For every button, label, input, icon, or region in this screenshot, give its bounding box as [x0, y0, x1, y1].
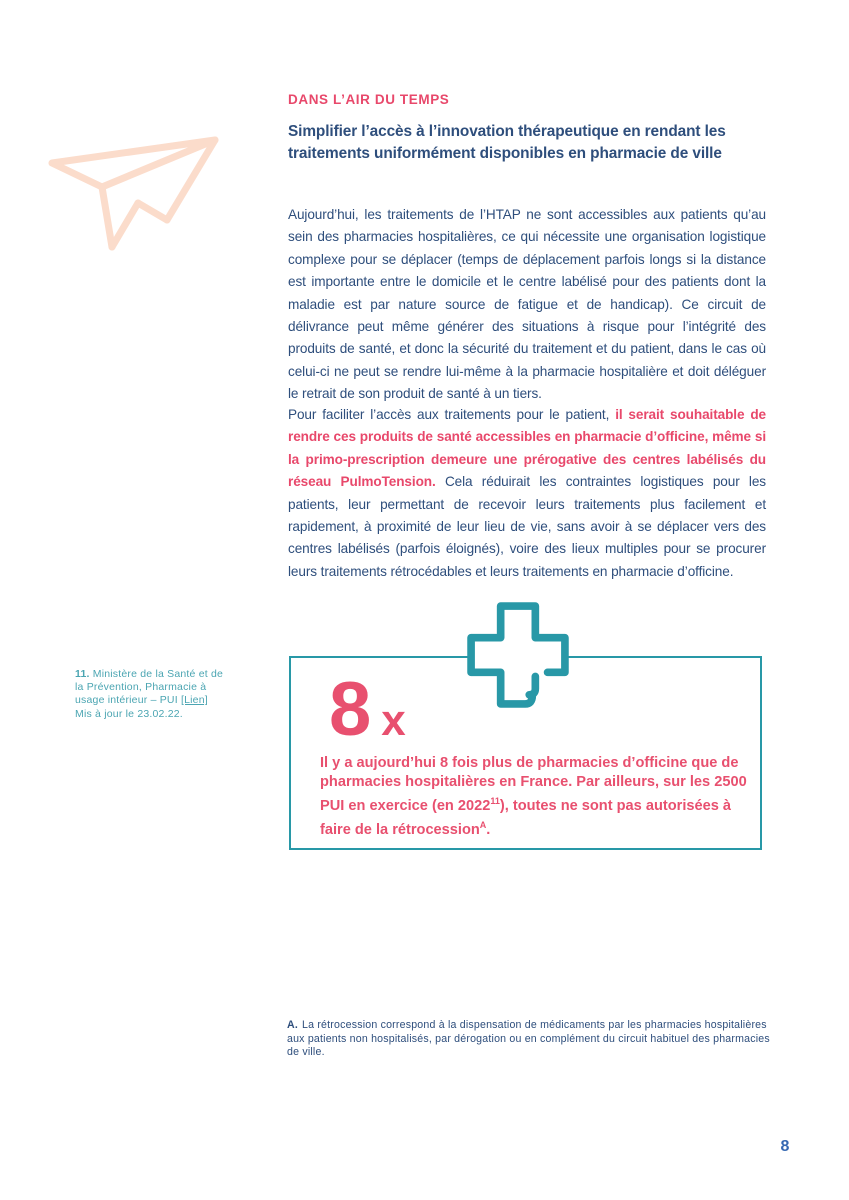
footnote-text: La rétrocession correspond à la dispensation de médicaments par les pharmacies hospitalières aux patients non hospitalisés, par dérogation ou en complément du circuit habituel des pharmacies de ville.	[287, 1019, 770, 1059]
margin-note	[75, 668, 227, 721]
margin-note-link[interactable]: [Lien]	[180, 694, 208, 707]
section-title: Simplifier l’accès à l’innovation thérapeutique en rendant les traitements uniformément disponibles en pharmacie de ville	[288, 123, 726, 162]
footnote	[287, 1019, 771, 1060]
stat-box	[289, 656, 762, 850]
stat-text-part1: Il y a aujourd’hui 8 fois plus de pharmacies d’officine que de pharmacies hospitalières en France. Par ailleurs, sur les 2500 PUI en exercice (en 2022	[320, 755, 747, 815]
stat-text-ref-a: A	[479, 820, 487, 831]
medical-cross-icon	[467, 601, 569, 709]
stat-text-part3: .	[486, 822, 491, 839]
margin-note-text: Ministère de la Santé et de la Prévention, Pharmacie à usage intérieur – PUI	[75, 668, 224, 707]
paragraph-access-current: Aujourd’hui, les traitements de l’HTAP ne sont accessibles aux patients qu’au sein des pharmacies hospitalières, ce qui nécessite une organisation logistique complexe pour se déplacer (temps de déplacement parfois longs si la distance est importante entre le domicile et le centre labélisé pour des patients dont la maladie est par nature source de fatigue et de handicap). Ce circuit de délivrance peut même générer des situations à risque pour l’intégrité des produits de santé, et donc la sécurité du traitement et du patient, dans le cas où celui-ci ne peut se rendre lui-même à la pharmacie hospitalière et doit déléguer le retrait de son produit de santé à un tiers.	[288, 207, 766, 402]
footnote-marker: A.	[287, 1019, 298, 1031]
stat-text-ref-11: 11	[490, 796, 500, 807]
stat-figure-number: 8	[329, 667, 372, 752]
paragraph-proposal-highlight: il serait souhaitable de rendre ces produits de santé accessibles en pharmacie d’officine, même si la primo-prescription demeure une prérogative des centres labélisés du réseau PulmoTension.	[288, 407, 766, 490]
margin-note-suffix: Mis à jour le 23.02.22.	[75, 707, 183, 720]
margin-note-number: 11.	[75, 668, 90, 680]
paragraph-proposal	[288, 404, 766, 583]
section-eyebrow: DANS L’AIR DU TEMPS	[288, 92, 450, 107]
page-number: 8	[780, 1138, 790, 1155]
stat-figure	[329, 667, 406, 752]
stat-figure-multiplier: x	[381, 696, 406, 745]
paragraph-proposal-lead: Pour faciliter l’accès aux traitements pour le patient,	[288, 407, 616, 422]
paragraph-proposal-rest: Cela réduirait les contraintes logistiques pour les patients, leur permettant de recevoir leurs traitements plus facilement et rapidement, à proximité de leur lieu de vie, sans avoir à se déplacer vers des centres labélisés (parfois éloignés), voire des lieux multiples pour se procurer leurs traitements rétrocédables et leurs traitements en pharmacie d’officine.	[288, 474, 766, 579]
paper-plane-icon	[46, 126, 221, 251]
stat-text-part2: ), toutes ne sont pas autorisées à faire de la rétrocession	[320, 798, 732, 839]
stat-text	[320, 754, 758, 841]
